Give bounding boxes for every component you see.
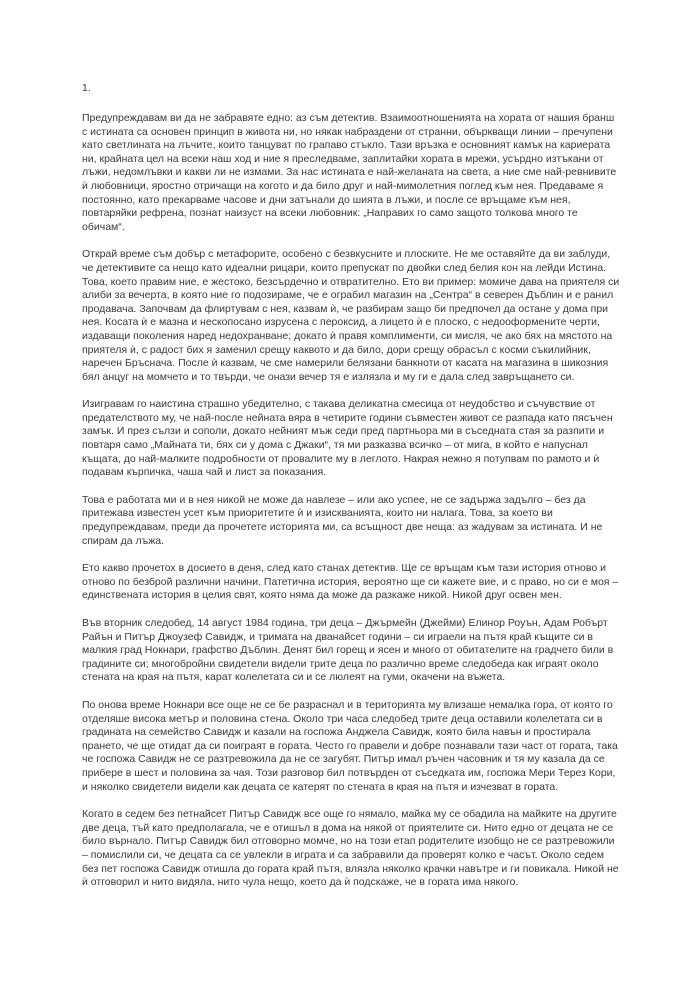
paragraph-8: Когато в седем без петнайсет Питър Савидж все още го нямало, майка му се обадила на майките на другите две деца, тъй като предполагала, че е отишъл в дома на някой от приятелите си. Нито едно от децата не се било върнало. Питър Савидж бил отговорно момче, но на този етап родителите изобщо не се разтревожили – помислили си, че децата са се увлекли в играта и са забравили да проверят колко е часът. Около седем без пет госпожа Савидж отишла до гората край пътя, влязла няколко крачки навътре и ги повикала. Никой не ѝ отговорил и нито видяла, нито чула нещо, което да ѝ подскаже, че в гората има някого.	[82, 808, 619, 889]
paragraph-2: Открай време съм добър с метафорите, особено с безвкусните и плоските. Не ме оставяйте да ви заблуди, че детективите са нещо като идеални рицари, които препускат по двойки след белия кон на лейди Истина. Това, което правим ние, е жестоко, безсърдечно и отвратително. Ето ви пример: момиче дава на приятеля си алиби за вечерта, в която ние го подозираме, че е ограбил магазин на „Сентра“ в северен Дъблин и е ранил продавача. Започвам да флиртувам с нея, казвам ѝ, че разбирам защо би предпочел да остане у дома при нея. Косата ѝ е мазна и нескопосано изрусена с пероксид, а лицето ѝ е плоско, с недооформените черти, издаващи поколения наред недохранване; докато ѝ правя комплименти, си мисля, че ако бях на мястото на приятеля ѝ, с радост бих я заменил срещу каквото и да било, дори срещу обрасъл с косми съкилийник, наречен Бръснача. После ѝ казвам, че сме намерили белязани банкноти от касата на магазина в шикозния бял анцуг на момчето и то твърди, че онази вечер тя е излязла и му ги е дала след завръщането си.	[82, 248, 620, 383]
paragraph-3: Изигравам го наистина страшно убедително, с такава деликатна смесица от неудобство и съчувствие от предателството му, че най-после нейната вяра в четирите години съвместен живот се разпада като пясъчен замък. И през сълзи и сополи, докато нейният мъж седи пред партньора ми в съседната стая за разпити и повтаря само „Майната ти, бях си у дома с Джаки“, тя ми разказва всичко – от мига, в който е напуснал къщата, до най-малките подробности от провалите му в леглото. Накрая нежно я потупвам по рамото и ѝ подавам кърпичка, чаша чай и лист за показания.	[82, 398, 613, 479]
document-page	[82, 82, 622, 904]
paragraph-7: По онова време Нокнари все още не се бе разраснал и в територията му влизаше немалка гора, от която го отделяше висока метър и половина стена. Около три часа следобед трите деца оставили колелетата си в градината на семейство Савидж и казали на госпожа Анджела Савидж, която била навън и простирала прането, че ще отидат да си поиграят в гората. Често го правели и добре познавали тази част от гората, така че госпожа Савидж не се разтревожила да не се загубят. Питър имал ръчен часовник и тя му казала да се прибере в шест и половина за чая. Този разговор бил потвърден от съседката им, госпожа Мери Терез Кори, и няколко свидетели видели как децата се катерят по стената в края на пътя и изчезват в гората.	[82, 698, 618, 793]
paragraph-4: Това е работата ми и в нея никой не може да навлезе – или ако успее, не се задържа задълго – без да притежава известен усет към приоритетите ѝ и изискванията, които ни налага. Това, за което ви предупреждавам, преди да прочетете историята ми, са всъщност две неща: аз жадувам за истината. И не спирам да лъжа.	[82, 493, 603, 547]
chapter-number: 1.	[82, 82, 91, 94]
paragraph-1: Предупреждавам ви да не забравяте едно: аз съм детектив. Взаимоотношенията на хората от нашия бранш с истината са основен принцип в живота ни, но някак набраздени от странни, объркващи линии – пречупени като светлината на лъчите, които танцуват по грапаво стъкло. Тази връзка е основният камък на кариерата ни, крайната цел на всеки наш ход и ние я преследваме, заплитайки хората в мрежи, усърдно изтъкани от лъжи, недомлъвки и какви ли не измами. За нас истината е най-желаната на света, а ние сме най-ревнивите ѝ любовници, яростно отричащи на когото и да било друг и най-мимолетния поглед към нея. Предаваме я постоянно, като прекарваме часове и дни затънали до шията в лъжи, и после се връщаме към нея, повтаряйки рефрена, познат наизуст на всеки любовник: „Направих го само защото толкова много те обичам“.	[82, 112, 617, 233]
paragraph-5: Ето какво прочетох в досието в деня, след като станах детектив. Ще се връщам към тази история отново и отново по безброй различни начини. Патетична история, вероятно ще си кажете вие, и с право, но си е моя – единствената история в целия свят, която няма да може да разкаже никой. Никой друг освен мен.	[82, 562, 619, 602]
paragraph-6: Във вторник следобед, 14 август 1984 година, три деца – Джърмейн (Джейми) Елинор Роуън, Адам Робърт Райън и Питър Джоузеф Савидж, и тримата на дванайсет години – си играели на пътя край къщите си в малкия град Нокнари, графство Дъблин. Денят бил горещ и ясен и много от обитателите на градчето били в градините си; многобройни свидетели видели трите деца по различно време следобеда как играят около стената на края на пътя, карат колелетата си и се люлеят на гуми, окачени на въжета.	[82, 617, 614, 684]
